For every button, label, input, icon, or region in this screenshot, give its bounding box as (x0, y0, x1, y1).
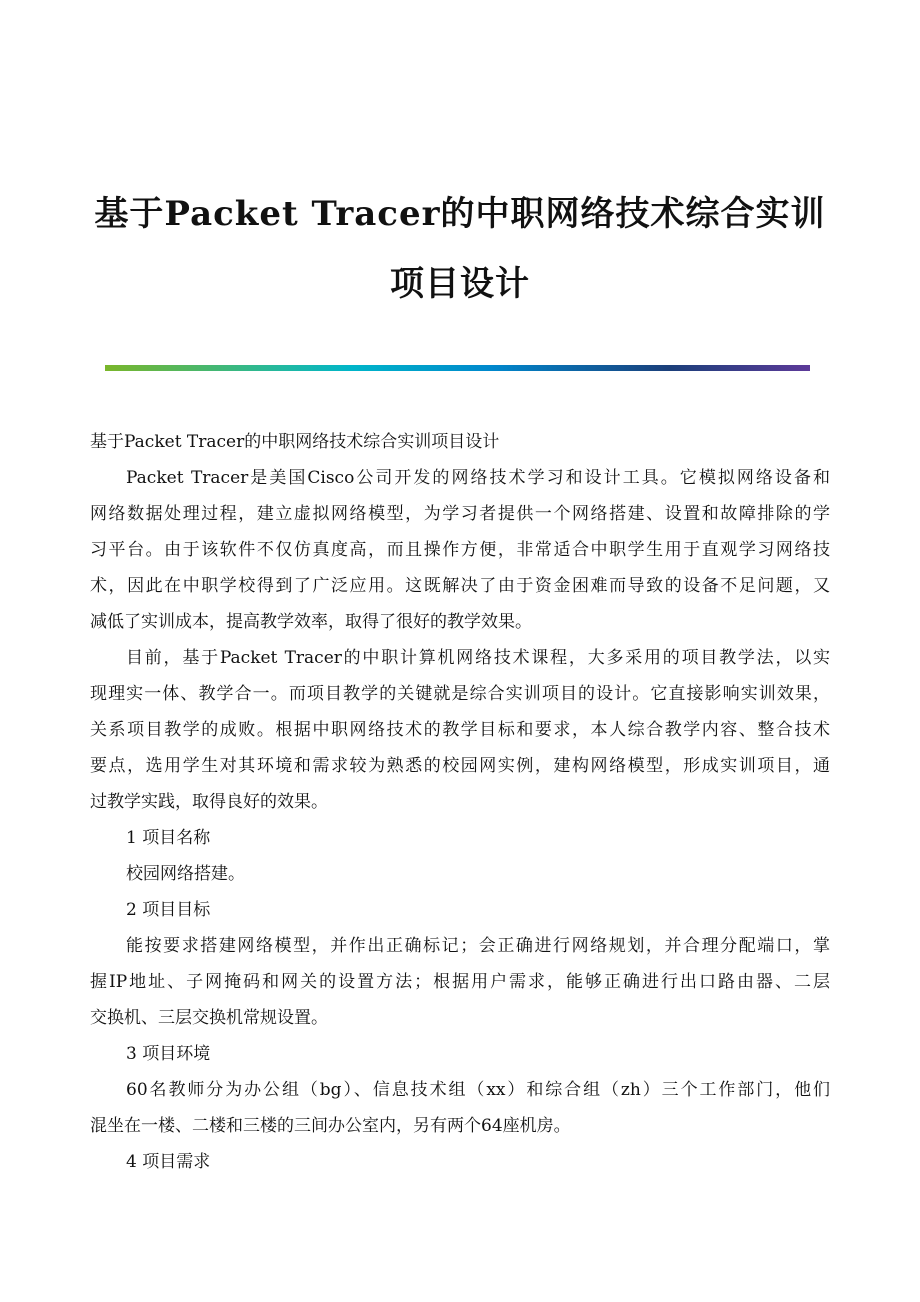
paragraph-line: 现理实一体、教学合一。而项目教学的关键就是综合实训项目的设计。它直接影响实训效果， (90, 684, 830, 704)
paragraph-line: 要点，选用学生对其环境和需求较为熟悉的校园网实例，建构网络模型，形成实训项目，通 (90, 756, 830, 776)
paragraph-line: 减低了实训成本，提高教学效率，取得了很好的教学效果。 (90, 612, 532, 632)
paragraph (90, 466, 830, 646)
title-divider-gradient (105, 365, 810, 371)
document-title-line-2: 项目设计 (390, 264, 530, 304)
paragraph-line: 握IP地址、子网掩码和网关的设置方法；根据用户需求，能够正确进行出口路由器、二层 (90, 972, 830, 992)
paragraph (90, 826, 830, 862)
paragraph-line: 校园网络搭建。 (126, 864, 245, 884)
paragraph-line: 2 项目目标 (126, 900, 211, 920)
document-heading: 基于Packet Tracer的中职网络技术综合实训项目设计 (90, 432, 500, 452)
paragraph-line: 习平台。由于该软件不仅仿真度高，而且操作方便，非常适合中职学生用于直观学习网络技 (90, 540, 830, 560)
paragraph-line: 网络数据处理过程，建立虚拟网络模型，为学习者提供一个网络搭建、设置和故障排除的学 (90, 504, 830, 524)
paragraph (90, 898, 830, 934)
paragraph (90, 1042, 830, 1078)
paragraph (90, 934, 830, 1042)
paragraph-line: 4 项目需求 (126, 1152, 211, 1172)
paragraph-line: 交换机、三层交换机常规设置。 (90, 1008, 328, 1028)
paragraph-line: 过教学实践，取得良好的效果。 (90, 792, 328, 812)
paragraph-line: 混坐在一楼、二楼和三楼的三间办公室内，另有两个64座机房。 (90, 1116, 571, 1136)
document-body (90, 430, 830, 1186)
paragraph-line: 60名教师分为办公组（bg）、信息技术组（xx）和综合组（zh）三个工作部门，他们 (126, 1080, 830, 1100)
paragraph-line: 能按要求搭建网络模型，并作出正确标记；会正确进行网络规划，并合理分配端口，掌 (126, 936, 830, 956)
paragraph-line: 关系项目教学的成败。根据中职网络技术的教学目标和要求，本人综合教学内容、整合技术 (90, 720, 830, 740)
paragraph-line: Packet Tracer是美国Cisco公司开发的网络技术学习和设计工具。它模拟网络设备和 (126, 468, 830, 488)
paragraph (90, 646, 830, 826)
paragraph (90, 1078, 830, 1150)
paragraph-line: 术，因此在中职学校得到了广泛应用。这既解决了由于资金困难而导致的设备不足问题，又 (90, 576, 830, 596)
paragraph (90, 1150, 830, 1186)
paragraph (90, 862, 830, 898)
paragraph-line: 目前，基于Packet Tracer的中职计算机网络技术课程，大多采用的项目教学法，以实 (126, 648, 830, 668)
document-title-line-1: 基于Packet Tracer的中职网络技术综合实训 (94, 194, 826, 234)
paragraph-line: 1 项目名称 (126, 828, 211, 848)
paragraph-line: 3 项目环境 (126, 1044, 211, 1064)
